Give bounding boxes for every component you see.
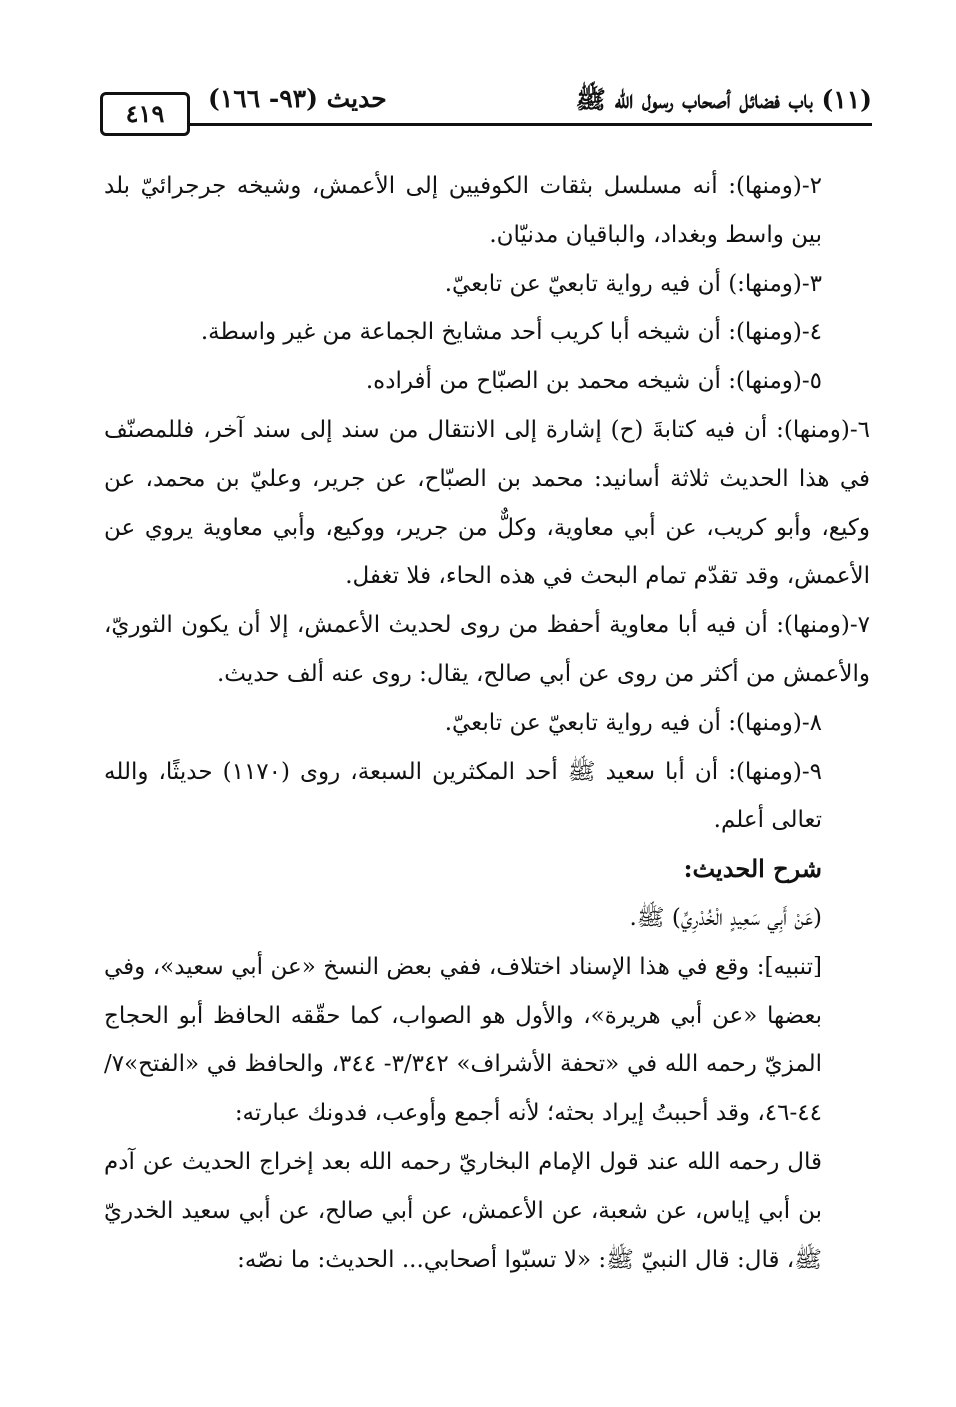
page-number: ٤١٩ — [100, 92, 190, 136]
header-rule — [188, 123, 872, 126]
point-5: ٥-(ومنها): أن شيخه محمد بن الصبّاح من أفراده. — [365, 368, 822, 395]
tanbih-paragraph: [تنبيه]: وقع في هذا الإسناد اختلاف، ففي بعض النسخ «عن أبي سعيد»، وفي بعضها «عن أبي هريرة»، والأول هو الصواب، كما حقّقه الحافظ أبو الحجاج المزيّ رحمه الله في «تحفة الأشراف» ٣/٣٤٢- ٣٤٤، والحافظ في «الفتح»٧/ ٤٤-٤٦، وقد أحببتُ إيراد بحثه؛ لأنه أجمع وأوعب، فدونك عبارته: — [104, 953, 822, 1127]
point-7: ٧-(ومنها): أن فيه أبا معاوية أحفظ من روى لحديث الأعمش، إلا أن يكون الثوريّ، والأعمش من أكثر من روى عن أبي صالح، يقال: روى عنه ألف حديث. — [104, 612, 870, 687]
point-2: ٢-(ومنها): أنه مسلسل بثقات الكوفيين إلى الأعمش، وشيخه جرجرائيّ بلد بين واسط وبغداد، والباقيان مدنيّان. — [104, 173, 822, 248]
page-header — [100, 78, 872, 126]
sharh-quote: (عَنْ أَبِي سَعِيدٍ الْخُدْرِيِّ) ﷺ. — [629, 904, 822, 931]
hadith-range: حديث (٩٣- ١٦٦) — [208, 84, 387, 113]
main-text — [104, 162, 870, 1284]
chapter-title: (١١) باب فضائل أصحاب رسول الله ﷺ — [575, 85, 872, 114]
point-9: ٩-(ومنها): أن أبا سعيد ﷺ أحد المكثرين السبعة، روى (١١٧٠) حديثًا، والله تعالى أعلم. — [104, 758, 822, 834]
sharh-heading: شرح الحديث: — [683, 854, 822, 884]
point-4: ٤-(ومنها): أن شيخه أبا كريب أحد مشايخ الجماعة من غير واسطة. — [200, 319, 822, 346]
point-8: ٨-(ومنها): أن فيه رواية تابعيّ عن تابعيّ. — [444, 709, 822, 736]
point-6: ٦-(ومنها): أن فيه كتابةَ (ح) إشارة إلى الانتقال من سند إلى سند آخر، فللمصنّف في هذا الحديث ثلاثة أسانيد: محمد بن الصبّاح، عن جرير، وعليّ بن محمد، عن وكيع، وأبو كريب، عن أبي معاوية، وكلٌّ من جرير، ووكيع، وأبي معاوية يروي عن الأعمش، وقد تقدّم تمام البحث في هذه الحاء، فلا تغفل. — [104, 416, 870, 590]
point-3: ٣-(ومنها:) أن فيه رواية تابعيّ عن تابعيّ. — [444, 270, 822, 297]
qal-paragraph: قال رحمه الله عند قول الإمام البخاريّ رحمه الله بعد إخراج الحديث عن آدم بن أبي إياس، عن شعبة، عن الأعمش، عن أبي صالح، عن أبي سعيد الخدريّ ﷺ، قال: قال النبيّ ﷺ: «لا تسبّوا أصحابي... الحديث: ما نصّه: — [104, 1148, 822, 1273]
